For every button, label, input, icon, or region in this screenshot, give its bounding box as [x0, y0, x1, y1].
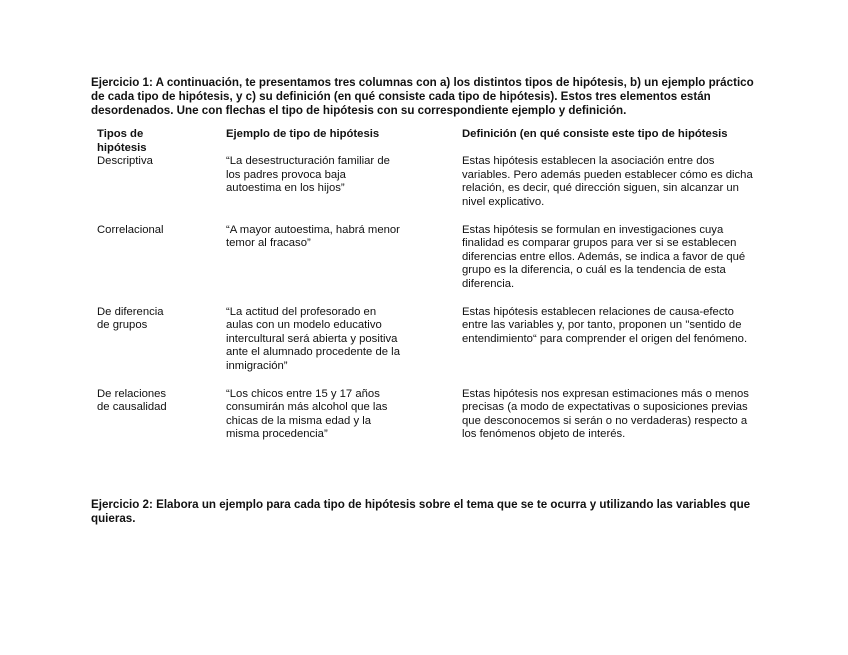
- cell-example: “La desestructuración familiar de los padres provoca baja autoestima en los hijos”: [226, 155, 390, 195]
- cell-definition: Estas hipótesis establecen la asociación entre dos variables. Pero además pueden establecer cómo es dicha relación, es decir, qué dirección siguen, sin alcanzar un nivel explicativo.: [462, 155, 753, 208]
- cell-type: Descriptiva: [97, 155, 153, 168]
- exercise-2-instructions: Ejercicio 2: Elabora un ejemplo para cada tipo de hipótesis sobre el tema que se te ocurra y utilizando las variables que quieras.: [91, 498, 751, 525]
- header-example: Ejemplo de tipo de hipótesis: [226, 128, 380, 140]
- cell-example: “Los chicos entre 15 y 17 años consumirán más alcohol que las chicas de la misma edad y la misma procedencia”: [226, 387, 388, 441]
- cell-definition: Estas hipótesis establecen relaciones de causa-efecto entre las variables y, por tanto, proponen un "sentido de entendimiento“ para comprender el origen del fenómeno.: [462, 305, 748, 345]
- cell-type: Correlacional: [97, 223, 164, 236]
- table-row: [97, 155, 757, 223]
- cell-example: “La actitud del profesorado en aulas con un modelo educativo intercultural será abierta y positiva ante el alumnado procedente de la inmigración”: [226, 305, 400, 372]
- cell-type: De relaciones de causalidad: [97, 387, 167, 414]
- cell-definition: Estas hipótesis se formulan en investigaciones cuya finalidad es comparar grupos para ver si se establecen diferencias entre ellos. Además, se indica a favor de qué grupo es la diferencia, o cuál es la tendencia de esta diferencia.: [462, 223, 746, 290]
- cell-definition: Estas hipótesis nos expresan estimaciones más o menos precisas (a modo de expectativas o suposiciones previas que desconocemos si serán o no verdaderas) respecto a los fenómenos objeto de interés.: [462, 387, 749, 441]
- header-types: Tipos de hipótesis: [97, 128, 147, 154]
- table-row: [97, 224, 757, 306]
- table-header-row: [97, 128, 757, 155]
- header-definition: Definición (en qué consiste este tipo de hipótesis: [462, 128, 728, 140]
- cell-type: De diferencia de grupos: [97, 305, 164, 332]
- table-row: [97, 388, 757, 442]
- table-row: [97, 306, 757, 388]
- hypothesis-table: [97, 128, 757, 442]
- exercise-1-instructions: Ejercicio 1: A continuación, te presentamos tres columnas con a) los distintos tipos de hipótesis, b) un ejemplo práctico de cada tipo de hipótesis, y c) su definición (en qué consiste cada tipo de hipótesis). Estos tres elementos están desordenados. Une con flechas el tipo de hipótesis con su correspondiente ejemplo y definición.: [91, 76, 754, 117]
- cell-example: “A mayor autoestima, habrá menor temor al fracaso”: [226, 223, 400, 250]
